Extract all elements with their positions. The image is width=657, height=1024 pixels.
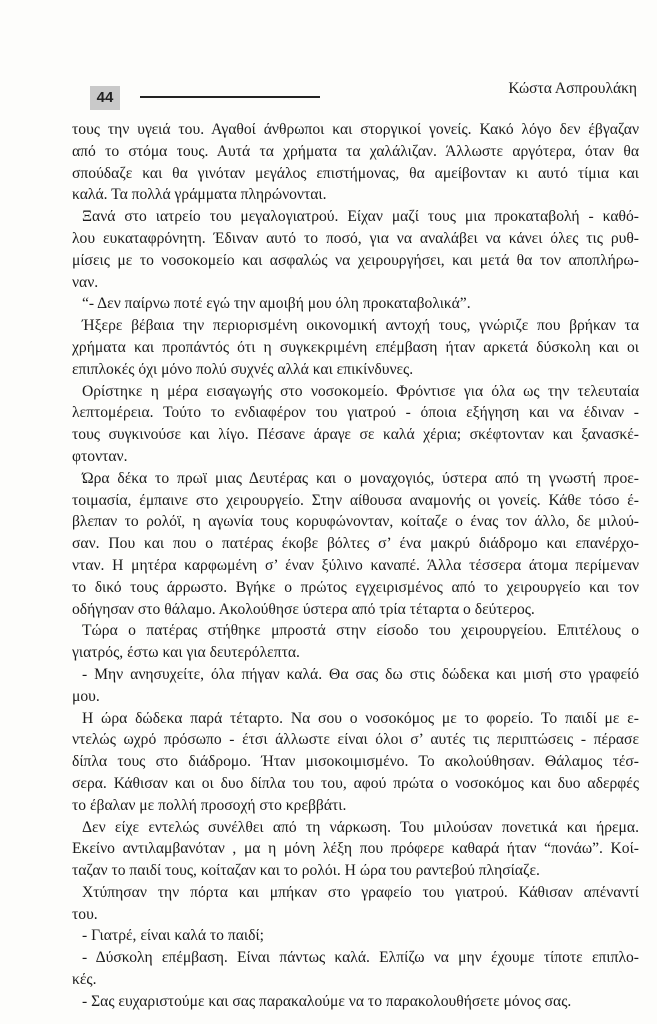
text-line: Ήξερε βέβαια την περιορισμένη οικονομική αντοχή τους, γνώριζε που βρήκαν τα: [82, 317, 639, 335]
text-line: νταν. Η μητέρα καρφωμένη σ’ έναν ξύλινο καναπέ. Άλλα τέσσερα άτομα περίμεναν: [72, 556, 639, 574]
text-line: γιατρός, έστω και για δευτερόλεπτα.: [72, 644, 300, 662]
text-line: ναν.: [72, 273, 99, 291]
text-line: Δεν είχε εντελώς συνέλθει από τη νάρκωση. Του μιλούσαν πονετικά και ήρεμα.: [82, 818, 639, 836]
text-line: τους συγκινούσε και λίγο. Πέσανε άραγε σε καλά χέρια; σκέφτονταν και ξανασκέ-: [72, 426, 639, 444]
text-line: χρήματα και προπάντός ότι η συγκεκριμένη επέμβαση ήταν αρκετά δύσκολη και οι: [72, 338, 639, 356]
text-line: Εκείνο αντιλαμβανόταν , μα η μόνη λέξη που πρόφερε καθαρά ήταν “πονάω”. Κοί-: [72, 840, 639, 858]
text-line: τοιμασία, έμπαινε στο χειρουργείο. Στην αίθουσα αναμονής οι γονείς. Κάθε τόσο έ-: [72, 491, 639, 509]
text-line: κές.: [72, 971, 97, 989]
text-line: Η ώρα δώδεκα παρά τέταρτο. Να σου ο νοσοκόμος με το φορείο. Το παιδί με ε-: [82, 709, 639, 727]
text-line: το έβαλαν με πολλή προσοχή στο κρεββάτι.: [72, 796, 347, 814]
text-line: Ώρα δέκα το πρωϊ μιας Δευτέρας και ο μοναχογιός, ύστερα από τη γνωστή προε-: [82, 469, 639, 487]
text-line: Τώρα ο πατέρας στήθηκε μπροστά στην είσοδο του χειρουργείου. Επιτέλους ο: [82, 622, 639, 640]
page-number: 44: [90, 86, 120, 110]
text-line: σαν. Που και που ο πατέρας έκοβε βόλτες σ’ ένα μακρύ διάδρομο και επανέρχο-: [72, 535, 639, 553]
body-text: [72, 119, 639, 1013]
text-line: από το στόμα τους. Αυτά τα χρήματα τα χαλάλιζαν. Άλλωστε αργότερα, όταν θα: [72, 142, 639, 160]
text-line: φτονταν.: [72, 447, 128, 465]
text-line: σερα. Κάθισαν και οι δυο δίπλα του του, αφού πρώτα ο νοσοκόμος και δυο αδερφές: [72, 774, 639, 792]
text-line: τους την υγειά του. Αγαθοί άνθρωποι και στοργικοί γονείς. Κακό λόγο δεν έβγαζαν: [72, 121, 639, 138]
text-line: Ορίστηκε η μέρα εισαγωγής στο νοσοκομείο. Φρόντισε για όλα ως την τελευταία: [82, 382, 639, 400]
text-line: ντελώς ωχρό πρόσωπο - έτσι άλλωστε είναι όλοι σ’ αυτές τις περιπτώσεις - πέρασε: [72, 731, 639, 749]
text-line: ταζαν το παιδί τους, κοίταζαν και το ρολόι. Η ώρα του ραντεβού πλησίαζε.: [72, 862, 540, 880]
text-line: καλά. Τα πολλά γράμματα πληρώνονται.: [72, 186, 327, 204]
text-line: βλεπαν το ρολόϊ, η αγωνία τους κορυφώνονταν, κοίταζε ο ένας τον άλλο, δε μιλού-: [72, 513, 639, 531]
text-line: μίσεις με το νοσοκομείο και ασφαλώς να χειρουργήσει, και μετά θα τον αποπλήρω-: [72, 251, 639, 269]
text-line: - Γιατρέ, είναι καλά το παιδί;: [82, 927, 264, 945]
text-line: σπούδαζε και θα γινόταν μεγάλος επιστήμονας, θα αμείβονταν κι αυτό τίμια και: [72, 164, 639, 182]
text-line: - Μην ανησυχείτε, όλα πήγαν καλά. Θα σας δω στις δώδεκα και μισή στο γραφείό: [82, 665, 639, 683]
text-line: οδήγησαν στο θάλαμο. Ακολούθησε ύστερα από τρία τέταρτα ο δεύτερος.: [72, 600, 535, 618]
text-line: του.: [72, 905, 98, 923]
text-line: λεπτομέρεια. Τούτο το ενδιαφέρον του γιατρού - όποια εξήγηση και να έδιναν -: [72, 404, 639, 422]
text-line: “- Δεν παίρνω ποτέ εγώ την αμοιβή μου όλη προκαταβολικά”.: [82, 295, 471, 313]
running-header-author: Κώστα Ασπρουλάκη: [508, 80, 637, 97]
text-line: δίπλα τους στο διάδρομο. Ήταν μισοκοιμισμένο. Το ακολούθησαν. Θάλαμος τέσ-: [72, 753, 639, 771]
header-rule: [140, 96, 320, 98]
text-line: μου.: [72, 687, 100, 705]
text-line: - Δύσκολη επέμβαση. Είναι πάντως καλά. Ελπίζω να μην έχουμε τίποτε επιπλο-: [82, 949, 639, 967]
text-line: λου ευκαταφρόνητη. Έδιναν αυτό το ποσό, για να αναλάβει να κάνει όλες τις ρυθ-: [72, 229, 639, 247]
text-line: Ξανά στο ιατρείο του μεγαλογιατρού. Είχαν μαζί τους μια προκαταβολή - καθό-: [82, 208, 639, 226]
text-line: Χτύπησαν την πόρτα και μπήκαν στο γραφείο του γιατρού. Κάθισαν απέναντί: [82, 883, 639, 901]
text-line: το δικό τους άρρωστο. Βγήκε ο πρώτος εγχειρισμένος από το χειρουργείο και τον: [72, 578, 639, 596]
text-line: επιπλοκές όχι μόνο πολύ συχνές αλλά και επικίνδυνες.: [72, 360, 414, 378]
text-line: - Σας ευχαριστούμε και σας παρακαλούμε να το παρακολουθήσετε μόνος σας.: [82, 992, 572, 1010]
